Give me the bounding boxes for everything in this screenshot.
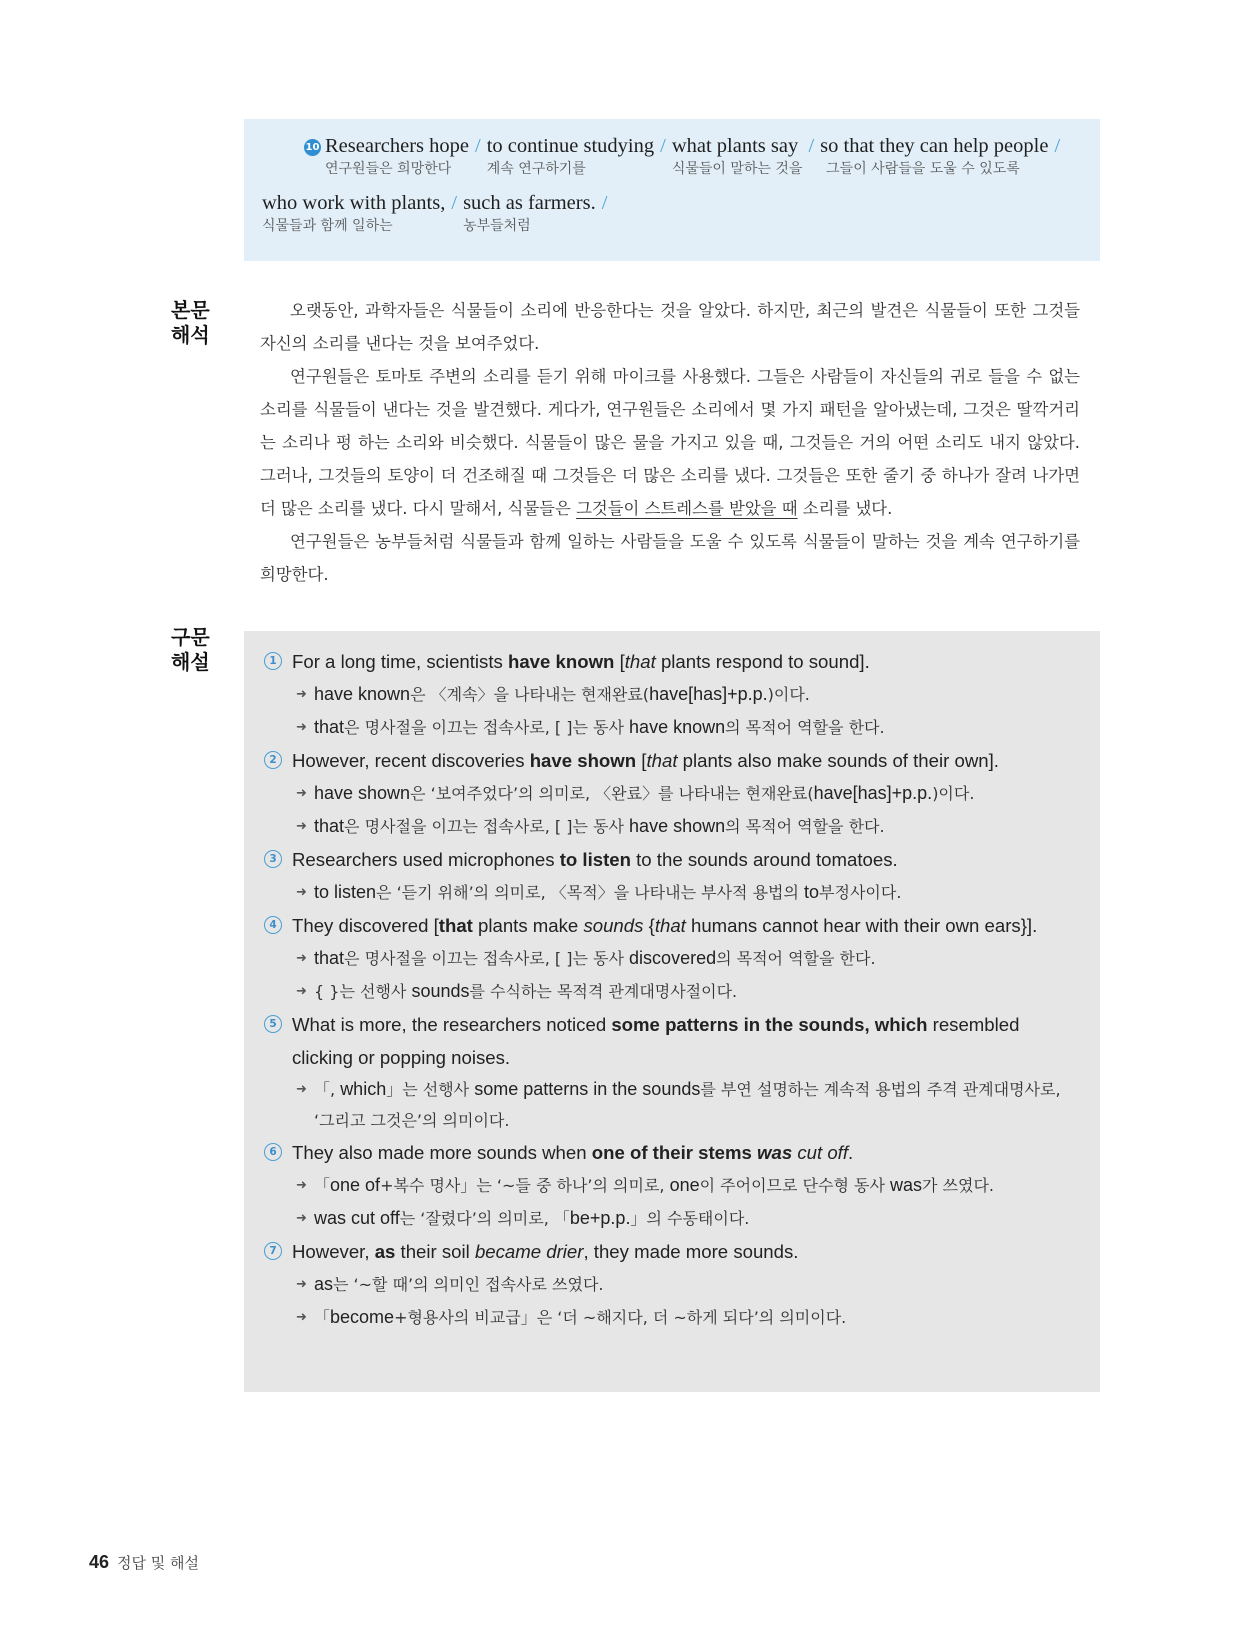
explanation-note: ➜ { }는 선행사 sounds를 수식하는 목적격 관계대명사절이다.: [292, 975, 1082, 1008]
arrow-icon: ➜: [296, 885, 307, 900]
example-sentence: For a long time, scientists have known [that plants respond to sound].: [292, 651, 870, 672]
translation-paragraph: 오랫동안, 과학자들은 식물들이 소리에 반응한다는 것을 알았다. 하지만, 최근의 발견은 식물들이 또한 그것들 자신의 소리를 낸다는 것을 보여주었다.: [260, 301, 1080, 353]
chunk-korean: 농부들처럼: [463, 218, 531, 234]
item-number-circle: 7: [264, 1242, 282, 1260]
chunk: [463, 192, 596, 236]
arrow-icon: ➜: [296, 1277, 307, 1292]
translation-body: [260, 294, 1080, 591]
arrow-icon: ➜: [296, 1211, 307, 1226]
item-number-circle: 5: [264, 1015, 282, 1033]
arrow-icon: ➜: [296, 786, 307, 801]
grammar-item: [264, 1136, 1082, 1235]
chunk-line-1: [262, 135, 1082, 179]
example-sentence: However, as their soil became drier, they made more sounds.: [292, 1241, 799, 1262]
arrow-icon: ➜: [296, 1178, 307, 1193]
sentence-number-badge: 10: [304, 139, 321, 156]
chunk-line-2: [262, 192, 1082, 236]
chunk-slash: /: [475, 135, 481, 157]
chunk-english: to continue studying: [486, 135, 655, 157]
translation-paragraph: 연구원들은 농부들처럼 식물들과 함께 일하는 사람들을 도울 수 있도록 식물들이 말하는 것을 계속 연구하기를 희망한다.: [260, 532, 1080, 584]
explanation-note: ➜ that은 명사절을 이끄는 접속사로, [ ]는 동사 have known의 목적어 역할을 한다.: [292, 711, 1082, 744]
arrow-icon: ➜: [296, 984, 307, 999]
translation-heading: 본문 해석: [171, 298, 210, 347]
chunk-english: such as farmers.: [463, 192, 596, 214]
grammar-item: [264, 645, 1082, 744]
chunk-slash: /: [660, 135, 666, 157]
item-number-circle: 2: [264, 751, 282, 769]
chunk-slash: /: [601, 192, 608, 214]
chunk-english: so that they can help people: [820, 135, 1049, 157]
example-sentence: They discovered [that plants make sounds {that humans cannot hear with their own ears}].: [292, 915, 1038, 936]
explanation-note: ➜ have known은 〈계속〉을 나타내는 현재완료(have[has]+p.p.)이다.: [292, 678, 1082, 711]
explanation-note: ➜ that은 명사절을 이끄는 접속사로, [ ]는 동사 discovered의 목적어 역할을 한다.: [292, 942, 1082, 975]
chunk: [487, 135, 654, 179]
chunk-korean: 식물들이 말하는 것을: [671, 161, 803, 177]
grammar-item: [264, 909, 1082, 1008]
chunk-korean: 계속 연구하기를: [486, 161, 586, 177]
arrow-icon: ➜: [296, 1310, 307, 1325]
grammar-item: [264, 843, 1082, 909]
explanation-note: ➜ have shown은 ‘보여주었다’의 의미로, 〈완료〉를 나타내는 현재완료(have[has]+p.p.)이다.: [292, 777, 1082, 810]
chunk-slash: /: [1054, 135, 1061, 157]
explanation-note: ➜ that은 명사절을 이끄는 접속사로, [ ]는 동사 have shown의 목적어 역할을 한다.: [292, 810, 1082, 843]
arrow-icon: ➜: [296, 951, 307, 966]
chunk-slash: /: [808, 135, 815, 157]
explanation-note: ➜ was cut off는 ‘잘렸다’의 의미로, 「be+p.p.」의 수동태이다.: [292, 1202, 1082, 1235]
arrow-icon: ➜: [296, 720, 307, 735]
chunk-english: who work with plants,: [262, 192, 446, 214]
item-number-circle: 3: [264, 850, 282, 868]
chunk: [672, 135, 803, 179]
example-sentence: However, recent discoveries have shown [that plants also make sounds of their own].: [292, 750, 999, 771]
chunk: [262, 192, 445, 236]
grammar-item: [264, 744, 1082, 843]
chunk-english: Researchers hope: [325, 135, 470, 157]
chunk-translation-box: [244, 119, 1100, 261]
explanation-note: ➜ 「, which」는 선행사 some patterns in the sounds를 부연 설명하는 계속적 용법의 주격 관계대명사로, ‘그리고 그것은’의 의미이다.: [292, 1074, 1082, 1136]
explanation-note: ➜ 「one of+복수 명사」는 ‘~들 중 하나’의 의미로, one이 주어이므로 단수형 동사 was가 쓰였다.: [292, 1169, 1082, 1202]
item-number-circle: 6: [264, 1143, 282, 1161]
item-number-circle: 1: [264, 652, 282, 670]
underlined-phrase: 그것들이 스트레스를 받았을 때: [576, 499, 798, 518]
chunk-korean: 그들이 사람들을 도울 수 있도록: [826, 161, 1020, 177]
page-number: 46: [89, 1552, 110, 1572]
arrow-icon: ➜: [296, 687, 307, 702]
chunk-english: what plants say: [671, 135, 799, 157]
arrow-icon: ➜: [296, 819, 307, 834]
grammar-box: [244, 631, 1100, 1392]
item-number-circle: 4: [264, 916, 282, 934]
grammar-item: [264, 1235, 1082, 1334]
grammar-item: [264, 1008, 1082, 1136]
page-footer: [89, 1552, 199, 1573]
chunk: [304, 135, 469, 179]
page-label: 정답 및 해설: [117, 1554, 200, 1572]
explanation-note: ➜ as는 ‘~할 때’의 의미인 접속사로 쓰였다.: [292, 1268, 1082, 1301]
translation-paragraph: 연구원들은 토마토 주변의 소리를 듣기 위해 마이크를 사용했다. 그들은 사람들이 자신들의 귀로 들을 수 없는 소리를 식물들이 낸다는 것을 발견했다. 게다가, 연구원들은 소리에서 몇 가지 패턴을 알아냈는데, 그것은 딸깍거리는 소리나 펑 하는 소리와 비슷했다. 식물들이 많은 물을 가지고 있을 때, 그것들은 거의 어떤 소리도 내지 않았다. 그러나, 그것들의 토양이 더 건조해질 때 그것들은 더 많은 소리를 냈다. 그것들은 또한 줄기 중 하나가 잘려 나가면 더 많은 소리를 냈다. 다시 말해서, 식물들은 그것들이 스트레스를 받았을 때 소리를 냈다.: [260, 367, 1080, 518]
chunk-korean: 연구원들은 희망한다: [325, 161, 452, 177]
explanation-note: ➜ 「become+형용사의 비교급」은 ‘더 ~해지다, 더 ~하게 되다’의 의미이다.: [292, 1301, 1082, 1334]
chunk-slash: /: [451, 192, 458, 214]
chunk-korean: 식물들과 함께 일하는: [262, 218, 393, 234]
chunk: [820, 135, 1048, 179]
arrow-icon: ➜: [296, 1082, 307, 1097]
example-sentence: Researchers used microphones to listen to the sounds around tomatoes.: [292, 849, 898, 870]
grammar-heading: 구문 해설: [171, 625, 210, 674]
example-sentence: They also made more sounds when one of their stems was cut off.: [292, 1142, 854, 1163]
example-sentence: What is more, the researchers noticed some patterns in the sounds, which resembled clicking or popping noises.: [292, 1014, 1020, 1068]
explanation-note: ➜ to listen은 ‘듣기 위해’의 의미로, 〈목적〉을 나타내는 부사적 용법의 to부정사이다.: [292, 876, 1082, 909]
